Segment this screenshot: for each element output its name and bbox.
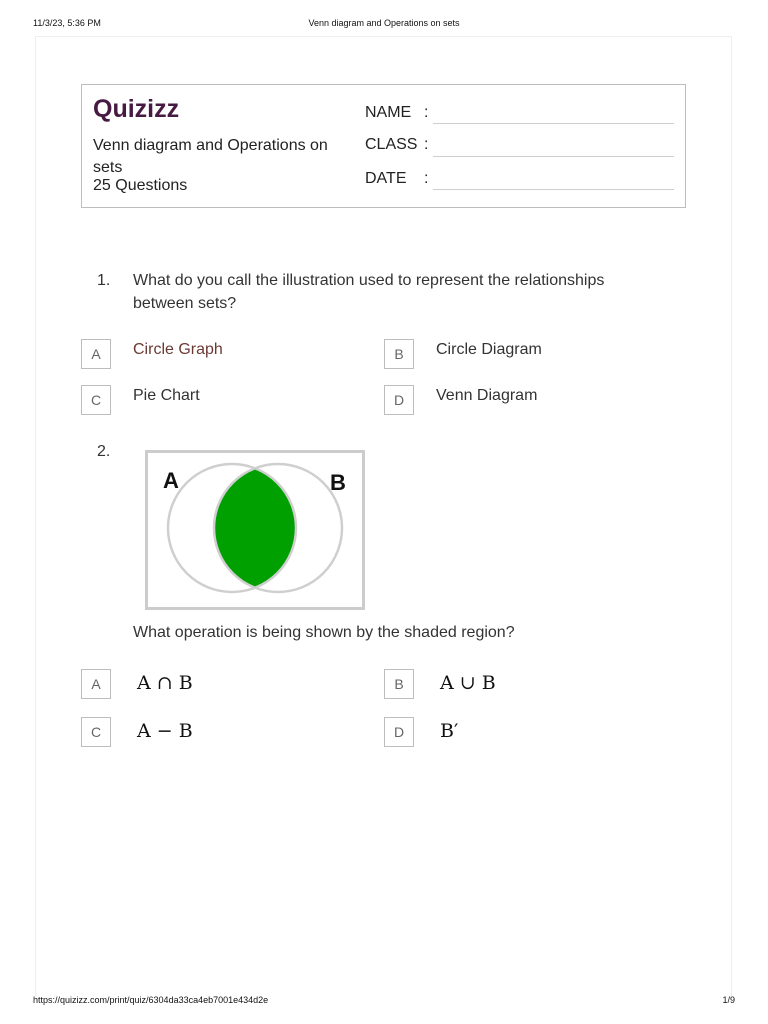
q1-option-b-box[interactable]: B bbox=[384, 339, 414, 369]
question-2-number: 2. bbox=[97, 443, 111, 460]
question-1-number: 1. bbox=[97, 272, 111, 289]
print-page-number: 1/9 bbox=[722, 995, 735, 1005]
q2-option-a-text[interactable]: A ∩ B bbox=[137, 672, 193, 694]
class-field-line[interactable] bbox=[433, 156, 674, 157]
question-count: 25 Questions bbox=[93, 177, 188, 194]
quiz-header-card bbox=[81, 84, 686, 208]
quiz-title: Venn diagram and Operations on sets bbox=[93, 137, 328, 176]
q2-option-a-box[interactable]: A bbox=[81, 669, 111, 699]
name-field-line[interactable] bbox=[433, 123, 674, 124]
q2-option-c-text[interactable]: A − B bbox=[137, 720, 193, 742]
q1-option-d-text[interactable]: Venn Diagram bbox=[436, 387, 538, 404]
venn-diagram-figure bbox=[145, 450, 365, 610]
q2-option-c-box[interactable]: C bbox=[81, 717, 111, 747]
quizizz-logo bbox=[93, 93, 183, 123]
q1-option-c-text[interactable]: Pie Chart bbox=[133, 387, 200, 404]
q1-option-b-text[interactable]: Circle Diagram bbox=[436, 341, 542, 358]
print-page-title: Venn diagram and Operations on sets bbox=[308, 18, 460, 28]
q1-option-a-box[interactable]: A bbox=[81, 339, 111, 369]
q2-option-b-text[interactable]: A ∪ B bbox=[440, 672, 496, 694]
question-1-text: What do you call the illustration used to represent the relationships between sets? bbox=[133, 272, 605, 312]
date-field-line[interactable] bbox=[433, 189, 674, 190]
q1-option-c-box[interactable]: C bbox=[81, 385, 111, 415]
print-url: https://quizizz.com/print/quiz/6304da33ca4eb7001e434d2e bbox=[33, 995, 269, 1005]
q1-option-a-text[interactable]: Circle Graph bbox=[133, 341, 223, 358]
q2-option-b-box[interactable]: B bbox=[384, 669, 414, 699]
q2-option-d-text[interactable]: B′ bbox=[440, 720, 459, 742]
class-field-label: CLASS : bbox=[365, 136, 429, 153]
question-2-text: What operation is being shown by the shaded region? bbox=[133, 624, 515, 641]
q2-option-d-box[interactable]: D bbox=[384, 717, 414, 747]
date-field-label: DATE : bbox=[365, 170, 429, 187]
q1-option-d-box[interactable]: D bbox=[384, 385, 414, 415]
svg-text:Quizizz: Quizizz bbox=[93, 95, 180, 123]
venn-label-b: B bbox=[330, 470, 346, 495]
print-datetime: 11/3/23, 5:36 PM bbox=[33, 18, 101, 28]
name-field-label: NAME : bbox=[365, 104, 429, 121]
venn-label-a: A bbox=[163, 468, 179, 493]
